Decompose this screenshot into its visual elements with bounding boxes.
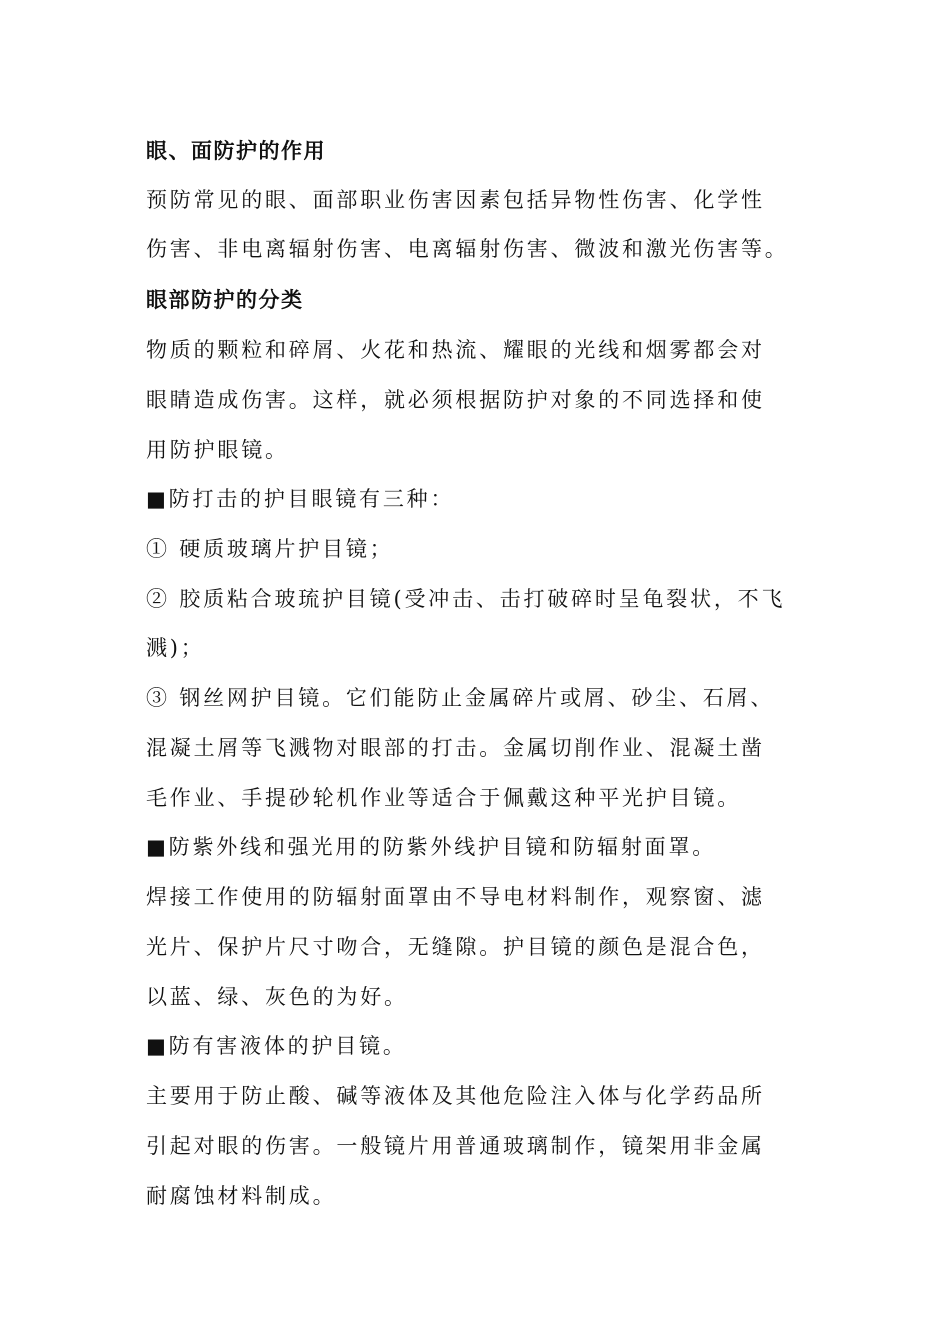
body-line: 耐腐蚀材料制成。	[146, 1184, 337, 1208]
body-line: 主要用于防止酸、碱等液体及其他危险注入体与化学药品所	[146, 1084, 765, 1108]
body-line: 引起对眼的伤害。一般镜片用普通玻璃制作，镜架用非金属	[146, 1134, 765, 1158]
list-item-2: ② 胶质粘合玻琉护目镜(受冲击、击打破碎时呈龟裂状，不飞	[146, 587, 786, 611]
body-line: 光片、保护片尺寸吻合，无缝隙。护目镜的颜色是混合色，	[146, 935, 765, 959]
body-line: 混凝土屑等飞溅物对眼部的打击。金属切削作业、混凝土凿	[146, 736, 765, 760]
bullet-liquid-protection: ■防有害液体的护目镜。	[146, 1034, 407, 1058]
heading-eye-face-protection: 眼、面防护的作用	[146, 139, 326, 163]
list-item-3: ③ 钢丝网护目镜。它们能防止金属碎片或屑、砂尘、石屑、	[146, 686, 775, 710]
body-line: 预防常见的眼、面部职业伤害因素包括异物性伤害、化学性	[146, 188, 765, 212]
heading-eye-protection-types: 眼部防护的分类	[146, 288, 304, 312]
bullet-impact-goggles: ■防打击的护目眼镜有三种：	[146, 487, 455, 511]
body-line: 焊接工作使用的防辐射面罩由不导电材料制作，观察窗、滤	[146, 885, 765, 909]
body-line: 眼睛造成伤害。这样，就必须根据防护对象的不同选择和使	[146, 388, 765, 412]
body-line: 伤害、非电离辐射伤害、电离辐射伤害、微波和激光伤害等。	[146, 237, 789, 261]
body-line: 以蓝、绿、灰色的为好。	[146, 985, 408, 1009]
body-line: 毛作业、手提砂轮机作业等适合于佩戴这种平光护目镜。	[146, 786, 741, 810]
list-item-2-continued: 溅)；	[146, 636, 205, 660]
list-item-1: ① 硬质玻璃片护目镜；	[146, 537, 394, 561]
body-line: 用防护眼镜。	[146, 438, 289, 462]
bullet-uv-protection: ■防紫外线和强光用的防紫外线护目镜和防辐射面罩。	[146, 835, 717, 859]
body-line: 物质的颗粒和碎屑、火花和热流、耀眼的光线和烟雾都会对	[146, 338, 765, 362]
